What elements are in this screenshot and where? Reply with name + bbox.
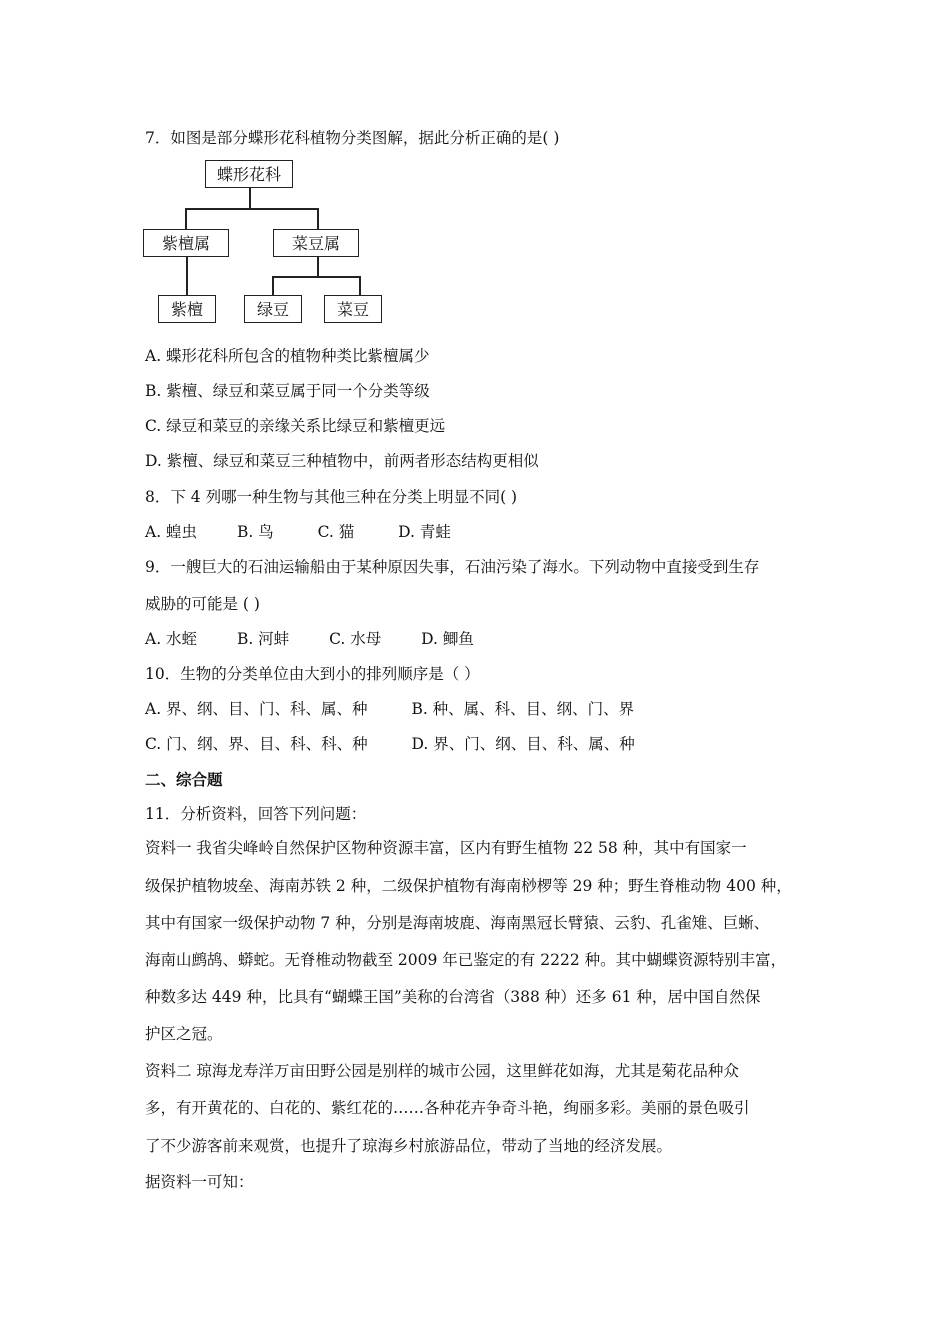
q10-option-b: B. 种、属、科、目、纲、门、界 bbox=[411, 700, 635, 718]
q11-material-1-line: 资料一 我省尖峰岭自然保护区物种资源丰富，区内有野生植物 22 58 种，其中有国家一 bbox=[145, 839, 747, 857]
diagram-species-2: 绿豆 bbox=[244, 295, 302, 323]
q10-options-row-1 bbox=[145, 699, 634, 719]
q11-material-1-line: 级保护植物坡垒、海南苏铁 2 种，二级保护植物有海南桫椤等 29 种；野生脊椎动物 400 种， bbox=[145, 877, 792, 895]
q11-material-1-line: 种数多达 449 种，比具有“蝴蝶王国”美称的台湾省（388 种）还多 61 种，居中国自然保 bbox=[145, 988, 761, 1006]
q8-option-c: C. 猫 bbox=[317, 523, 355, 541]
q11-material-2-line: 资料二 琼海龙寿洋万亩田野公园是别样的城市公园，这里鲜花如海，尤其是菊花品种众 bbox=[145, 1062, 739, 1080]
q7-option-d: D. 紫檀、绿豆和菜豆三种植物中，前两者形态结构更相似 bbox=[145, 452, 539, 470]
diagram-species-1: 紫檀 bbox=[158, 295, 216, 323]
q7-stem: 7．如图是部分蝶形花科植物分类图解，据此分析正确的是( ) bbox=[145, 129, 560, 147]
q8-option-a: A. 蝗虫 bbox=[145, 523, 198, 541]
q10-options-row-2 bbox=[145, 734, 635, 754]
connector bbox=[249, 188, 251, 209]
diagram-genus-1: 紫檀属 bbox=[143, 229, 229, 257]
q10-option-a: A. 界、纲、目、门、科、属、种 bbox=[145, 700, 368, 718]
connector bbox=[272, 276, 360, 278]
q7-option-b: B. 紫檀、绿豆和菜豆属于同一个分类等级 bbox=[145, 382, 430, 400]
diagram-root: 蝶形花科 bbox=[205, 160, 293, 188]
connector bbox=[272, 276, 274, 296]
q11-material-2-line: 多，有开黄花的、白花的、紫红花的……各种花卉争奇斗艳，绚丽多彩。美丽的景色吸引 bbox=[145, 1099, 750, 1117]
q7-option-c: C. 绿豆和菜豆的亲缘关系比绿豆和紫檀更远 bbox=[145, 417, 446, 435]
q11-material-1-line: 其中有国家一级保护动物 7 种，分别是海南坡鹿、海南黑冠长臂猿、云豹、孔雀雉、巨蜥、 bbox=[145, 914, 770, 932]
q11-material-1-line: 护区之冠。 bbox=[145, 1025, 223, 1043]
connector bbox=[359, 276, 361, 296]
q8-stem: 8．下 4 列哪一种生物与其他三种在分类上明显不同( ) bbox=[145, 488, 518, 506]
q9-option-a: A. 水蛭 bbox=[145, 630, 198, 648]
q11-material-2-line: 了不少游客前来观赏，也提升了琼海乡村旅游品位，带动了当地的经济发展。 bbox=[145, 1137, 673, 1155]
q8-options bbox=[145, 522, 451, 542]
q10-option-c: C. 门、纲、界、目、科、科、种 bbox=[145, 735, 368, 753]
q9-options bbox=[145, 629, 474, 649]
connector bbox=[185, 208, 318, 210]
connector bbox=[317, 257, 319, 277]
q11-prompt: 据资料一可知： bbox=[145, 1173, 254, 1191]
q9-stem-line-2: 威胁的可能是 ( ) bbox=[145, 595, 260, 613]
q8-option-d: D. 青蛙 bbox=[398, 523, 451, 541]
q11-stem: 11．分析资料，回答下列问题： bbox=[145, 805, 367, 823]
q10-option-d: D. 界、门、纲、目、科、属、种 bbox=[411, 735, 635, 753]
q9-stem-line-1: 9．一艘巨大的石油运输船由于某种原因失事，石油污染了海水。下列动物中直接受到生存 bbox=[145, 558, 760, 576]
diagram-genus-2: 菜豆属 bbox=[273, 229, 359, 257]
connector bbox=[186, 257, 188, 295]
section-title: 二、综合题 bbox=[145, 770, 223, 789]
q7-option-a: A. 蝶形花科所包含的植物种类比紫檀属少 bbox=[145, 347, 430, 365]
q10-stem: 10．生物的分类单位由大到小的排列顺序是（ ） bbox=[145, 665, 480, 683]
connector bbox=[317, 208, 319, 231]
q9-option-c: C. 水母 bbox=[329, 630, 382, 648]
q8-option-b: B. 鸟 bbox=[236, 523, 274, 541]
diagram-species-3: 菜豆 bbox=[324, 295, 382, 323]
q9-option-d: D. 鲫鱼 bbox=[421, 630, 474, 648]
q11-material-1-line: 海南山鹧鸪、蟒蛇。无脊椎动物截至 2009 年已鉴定的有 2222 种。其中蝴蝶资源特别丰富， bbox=[145, 951, 787, 969]
connector bbox=[185, 208, 187, 231]
q9-option-b: B. 河蚌 bbox=[236, 630, 290, 648]
classification-diagram bbox=[140, 155, 390, 330]
